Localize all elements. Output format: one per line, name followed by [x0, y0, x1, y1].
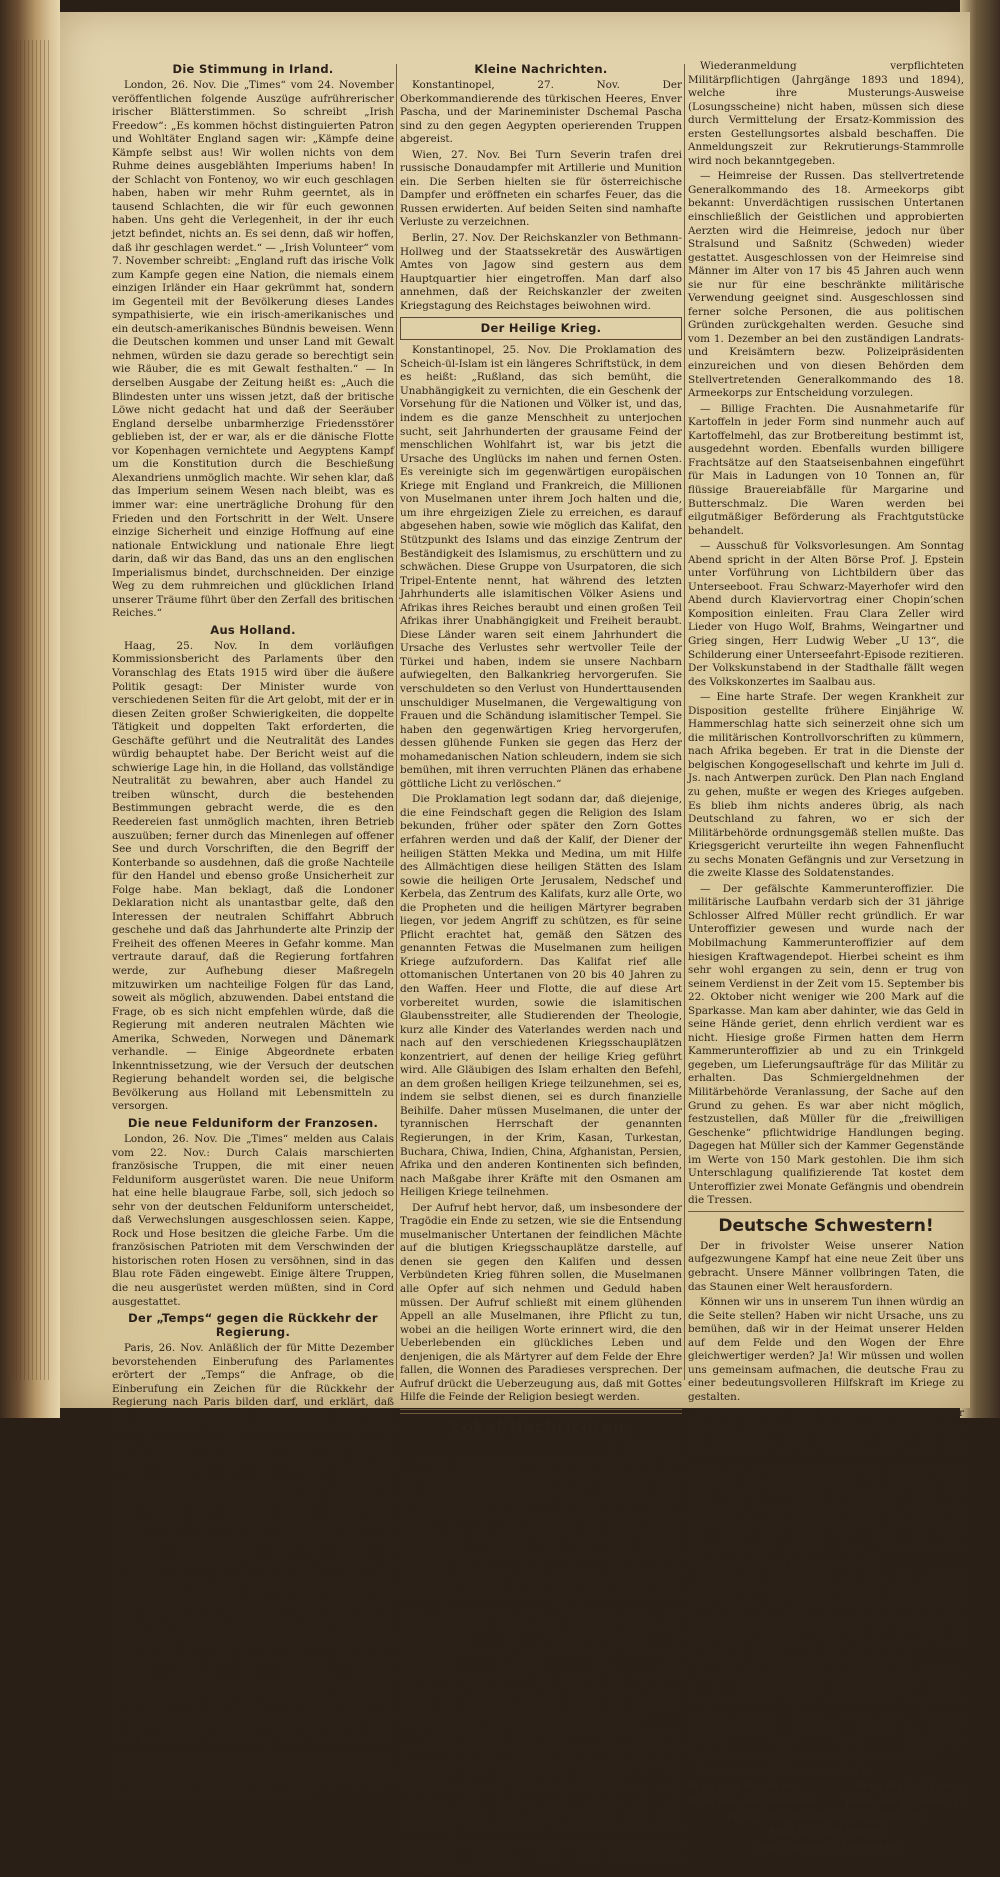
signatures	[688, 1780, 964, 1855]
signatory: Frau Geheime-Kriegsrat Littmann	[726, 1811, 926, 1824]
article-text: London, 26. Nov. Die „Times“ vom 24. November veröffentlichen folgende Auszüge aufrührerischer irischer Blätterstimmen. So schreibt „Irish Freedow“: „Es kommen höchst distinguierten Patron und Wohltäter England sagen wir: „Kämpfe deine Kämpfe selbst aus! Wir wollen nichts von dem Ruhme deines ausgeblähten Imperiums haben! In der Schlacht von Fontenoy, wo wir euch geschlagen haben, haben wir mehr Ruhm geerntet, als in tausend Schlachten, die wir für euch gewonnen haben. Uns geht die Verlegenheit, in der ihr euch jetzt befindet, nichts an. Es sei denn, daß wir hoffen, daß ihr geschlagen werdet.“ — „Irish Volunteer“ vom 7. November schreibt: „England ruft das irische Volk zum Kampfe gegen eine Nation, die niemals einem einzigen Irländer ein Haar gekrümmt hat, sondern im Gegenteil mit der Bevölkerung dieses Landes sympathisierte, wie ein irisch-amerikanisches und ein deutsch-amerikanisches Bündnis beweisen. Wenn die Deutschen kommen und unser Land mit Gewalt nehmen, würden sie dazu gerade so berechtigt sein wie Räuber, die es mit Gewalt festhalten.“ — In derselben Ausgabe der Zeitung heißt es: „Auch die Blindesten unter uns wissen jetzt, daß der britische Löwe nicht gedacht hat und daß der Seeräuber England derselbe unbarmherzige Friedensstörer geblieben ist, der er war, als er die dänische Flotte vor Kopenhagen vernichtete und Aegyptens Kampf um die Konstitution durch die Beschießung Alexandriens unmöglich machte. Wir sehen klar, daß das Imperium seinem Wesen nach bleibt, was es immer war: eine unerträgliche Drohung für den Frieden und den Fortschritt in der Welt. Unsere einzige Sicherheit und einzige Hoffnung auf eine nationale Entwicklung und nationale Ehre liegt darin, daß wir das Band, das uns an den englischen Imperialismus bindet, durchschneiden. Der einzige Weg zu dem ruhmreichen und glücklichen Irland unserer Träume führt über den Zerfall des britischen Reiches.“	[112, 79, 394, 620]
page-edges	[8, 40, 52, 1380]
article-text: Haag, 25. Nov. In dem vorläufigen Kommissionsbericht des Parlaments über den Voranschlag des Etats 1915 wird über die äußere Politik gesagt: Der Minister wurde von verschiedenen Seiten für die Art gelobt, mit der er in diesen Zeiten großer Schwierigkeiten, die doppelte Tätigkeit und doppelten Takt erforderten, die Geschäfte geführt und die Neutralität des Landes würdig behauptet habe. Der Bericht weist auf die schwierige Lage hin, in die Holland, das vollständige Neutralität zu bewahren, aber auch Handel zu treiben wünscht, durch die bestehenden Bestimmungen gebracht werde, die es den Reedereien fast unmöglich machten, ihren Betrieb auszuüben; ferner durch das Minenlegen auf offener See und durch Vorschriften, die den Begriff der Konterbande so ausdehnen, daß die große Nachteile für den Handel und ebenso große Unsicherheit zur Folge habe. Man beklagt, daß die Londoner Deklaration nicht als unantastbar gelte, daß den Interessen der neutralen Schiffahrt Abbruch geschehe und daß das Jahrhunderte alte Prinzip der Freiheit des offenen Meeres in Gefahr komme. Man vertraute darauf, daß die Regierung fortfahren werde, zur Aufhebung dieser Maßregeln mitzuwirken um nachteilige Folgen für das Land, soweit als möglich, abzuwenden. Dabei entstand die Frage, ob es sich nicht empfehlen würde, daß die Regierung mit anderen neutralen Mächten wie Amerika, Schweden, Norwegen und Dänemark verhandle. — Einige Abgeordnete erbaten Inkenntnissetzung, wie der Versuch der deutschen Regierung behandelt worden sei, die belgische Bevölkerung aus Holland mit Lebensmitteln zu versorgen.	[112, 639, 394, 1113]
article-heading: Die Stimmung in Irland.	[172, 62, 334, 76]
news-item: Wien, 27. Nov. Bei Turn Severin trafen drei russische Donaudampfer mit Artillerie und Munition ein. Die Serben hielten sie für österreichische Dampfer und eröffneten ein scharfes Feuer, das die Russen erwiderten. Auf beiden Seiten sind namhafte Verluste zu verzeichnen.	[400, 148, 682, 229]
dateline: Berlin, den 18. November 1914.	[700, 1764, 870, 1777]
article-text: — Anmeldungen zur Rekrutierungs-Stammrolle betr. Die sich hier aufhaltenden jungen Leute, die im kommenden Jahre militärpflichtig werden und nicht innerhalb des Stadtkreises Frankfurt a. M. (einschließlich der eingemeindeten Vororte) 1895 geboren sind, haben sich, sofern sie mit Geburtsscheinen noch nicht versehen sind, diese ungesäumt zu beschaffen. Geburtsscheine werden von den Standesämtern des Geburtsortes kostenfrei ausgestellt. Heimat-, Tauf- oder Impfscheinen genügen nicht. Die vor	[400, 1728, 682, 1876]
article-text: Paris, 26. Nov. Anläßlich der für Mitte Dezember bevorstehenden Einberufung des Parlamentes erörtert der „Temps“ die Anfrage, ob die Einberufung ein Zeichen für die Rückkehr der Regierung nach Paris bilden darf, und erklärt, daß die Bevölkerung der 10 Departements ganz oder teilweise besetzt. Nach der Rückkehr der Regierung nach Paris habe die Hauptstadt wieder ein Ziel für eine noch allzu nahe feindliche Armee sein. Der Tag werde kommen, wo die Feinde genügend zurückgedrängt und damit Paris wieder Hauptstadt werden könne. Inzwischen können die Kammern in Paris tagen. Die Minister, deren Anwesenheit während der Tagung notwendig sei, könnten den Sitzungen beiwohnen und darauf unverzüglich nach Bordeaux zurückkehren. Die in Paris zu erledigenden Aufgaben würden nur kurze Zeit in Anspruch nehmen. Man werde das Parlament um die Genehmigung ersuchen, die Steuern erheben und die Ausgaben bis nächsten Jahres machen zu dürfen. Falls die Regierung Erklärungen abgeben müsse, werde dies nicht in öffentlicher Sitzung geschehen können und sie würden wegen ihres vertraulichen Charakters vor dem Budgetausschuß abgegeben werden müssen. Die Kammern würden voraussichtlich nur abzustimmen haben. Wir können nicht annehmen, sagt das Blatt, daß sie über die vorliegenden Gesetzentwürfe oder Interpellationen in eine öffentliche Debatte eintreten wollen. Paris und Frankreich hoffen, daß sich das Parlament ebenso wie ihm würdig die Stunde erwarten, in der die Regierung in völliger Uebereinstimmung mit den Generalissimus und den verantwortlichen Generalen die Rückkehr für möglich halten wird.	[112, 1342, 394, 1802]
article-heading: Der Heilige Krieg.	[480, 321, 602, 336]
section-divider	[688, 1211, 964, 1212]
article-text: Der Aufruf hebt hervor, daß, um insbesondere der Tragödie ein Ende zu setzen, wie sie die Entsendung muselmanischer Untertanen der feindlichen Mächte auf die blutigen Kriegsschauplätze darstelle, auf denen sie gegen den Kalifen und dessen Verbündeten Krieg führen sollen, die Muselmanen alle Opfer auf sich nehmen und Geduld haben müssen. Der Aufruf schließt mit einem glühenden Appell an alle Muselmanen, ihre Pflicht zu tun, wobei an die heiligen Worte erinnert wird, die den Ueberlebenden ein glückliches Leben und denjenigen, die als Märtyrer auf dem Felde der Ehre fallen, die Wonnen des Paradieses versprechen. Der Aufruf drückt die Ueberzeugung aus, daß mit Gottes Hilfe die Feinde der Religion besiegt werden.	[400, 1201, 682, 1404]
article-heading: Aus Holland.	[210, 622, 296, 637]
signatory: Frau von der Groeben	[688, 1796, 817, 1809]
section-divider	[400, 1409, 682, 1414]
appeal-text: Der Bund für freiwilligen Vaterlandsdienst, Berlin W. 9, Potsdamerplatz, Bellevuestraße 21-22, Postscheckkonto Berlin 20 879, hat sich bereit erklärt, unsere Gaben unter dem Vermerk „Weihnachtsgruß deutscher Frauen an unsere Helden“ und auch schriftliche Zustimmungsäußerungen entgegenzunehmen.	[688, 1667, 964, 1762]
column-rule	[396, 64, 397, 1380]
newspaper-page	[60, 12, 970, 1876]
section-heading: Lokal-Nachrichten.	[450, 1417, 632, 1438]
appeal-text: Denkt ihr, Schwestern, so wie wir, alsdann bekundet dies heute durch eine Tat, indem ihr uns eine Spende als sichtbaren Wahrheitsgruß für unsere unvergleichlichen Kämpfer zu Lande und zu Wasser zugehen laßt! Ueber die Art der Gabe, ob Geld zur Beschaffung des Notwendigen oder Naturalien, habt ihr selbst zu entscheiden.	[688, 1571, 964, 1665]
article-text: — Der gefälschte Kammerunteroffizier. Die militärische Laufbahn verdarb sich der 31 jährige Schlosser Alfred Müller recht gründlich. Er war Unteroffizier gewesen und wurde nach der Mobilmachung Kammerunteroffizier auf dem hiesigen Kraftwagendepot. Hierbei scheint es ihm sehr wohl ergangen zu sein, denn er trug von seinem Verdienst in der Zeit vom 15. September bis 22. Oktober nicht weniger wie 200 Mark auf die Sparkasse. Man kam aber dahinter, wie das Geld in seine Hände geriet, denn ehrlich verdient war es nicht. Hiesige große Firmen hatten dem Herrn Kammerunteroffizier ab und zu ein Trinkgeld gegeben, um Lieferungsaufträge für das Militär zu erhalten. Das Schmiergeldnehmen der Militärbehörde Veranlassung, der Sache auf den Grund zu gehen. Es war aber nicht möglich, festzustellen, daß Müller für die „freiwilligen Geschenke“ pflichtwidrige Handlungen beging. Dagegen hat Müller sich der Kammer Gegenstände im Werte von 150 Mark gestohlen. Die ihm sich Unterschlagung qualifizierende Tat kostet dem Unteroffizier zwei Monate Gefängnis und obendrein die Tressen.	[688, 882, 964, 1207]
signatory: Frau Stabsarzt Rommeler	[750, 1841, 902, 1854]
column-2	[400, 60, 682, 1876]
column-1	[112, 60, 394, 1802]
signatory: Frau Major Framm	[856, 1781, 964, 1794]
appeal-text: Können wir uns in unserem Tun ihnen würdig an die Seite stellen? Haben wir nicht Ursache, uns zu bemühen, daß wir in der Heimat unserer Helden auf dem Felde und den Wogen der Ehre gleichwertiger werden? Ja! Wir müssen und wollen uns gemeinsam aufmachen, die deutsche Frau zu einer bedeutungsvolleren Hilfskraft im Kriege zu gestalten.	[688, 1296, 964, 1403]
article-text: — Ausschuß für Volksvorlesungen. Am Sonntag Abend spricht in der Alten Börse Prof. J. Epstein unter Vorführung von Lichtbildern über das Unterseeboot. Frau Schwarz-Mayerhofer wird den Abend durch Klaviervortrag einer Chopin’schen Komposition einleiten. Frau Clara Zeller wird Lieder von Hugo Wolf, Brahms, Weingartner und Grieg singen, Herr Ludwig Weber „U 13“, die Schilderung einer Unterseefahrt-Episode rezitieren. Der Volkskunstabend in der Stadthalle fällt wegen des Volkskonzertes im Saalbau aus.	[688, 540, 964, 688]
signatory: Frau Dr. Carl Peters	[768, 1826, 884, 1839]
column-rule	[684, 64, 685, 1380]
news-item: Berlin, 27. Nov. Der Reichskanzler von Bethmann-Hollweg und der Staatssekretär des Auswärtigen Amtes von Jagow sind gestern aus dem Hauptquartier hier eingetroffen. Man darf also annehmen, daß der Reichskanzler der zweiten Kriegstagung des Reichstages beiwohnen wird.	[400, 232, 682, 312]
article-text: — Eine harte Strafe. Der wegen Krankheit zur Disposition gestellte frühere Einjährige W. Hammerschlag hatte sich seinerzeit ohne sich um die militärischen Kontrollvorschriften zu kümmern, nach Afrika begeben. Er trat in die Dienste der belgischen Kongogesellschaft und kehrte im Juli d. Js. nach Antwerpen zurück. Den Plan nach England zu gehen, mußte er wegen des Krieges aufgeben. Es blieb ihm nichts anderes übrig, als nach Deutschland zu fahren, wo er sich der Militärbehörde ordnungsgemäß stellen mußte. Das Kriegsgericht verurteilte ihn wegen Fahnenflucht zu sechs Monaten Gefängnis und zur Versetzung in die zweite Klasse des Soldatenstandes.	[688, 691, 964, 880]
article-text: — Die Frankfurter Stadtverordnetenwahlen. Bei außerordentlich mäßiger Beteiligung fanden gestern die Stadtverordnetenwahlen in 17 Bezirken statt. Durchschnittlich übten etwa 20 Prozent der Wähler ihr Wahlrecht aus, gegen 80—90 Prozent in früheren Jahren. Da von allen Parteien ein gegenseitiger Burgfrieden vereinbart war und auch gestern prompt gehalten wurde, hatte man von den üblichen Aufrufen, Umzügen und sonstigen Werbemitteln Abstand genommen. In der Stadt selbst merkte man von dem Wahltage nicht das geringste. Zwei Stunden nach Beendigung des Wahlaktes lag das Gesamtergebnis bereits vor. Gewählt wurden 11 Fortschrittler, 11 Sozialdemokraten, 3 Nationalliberale und 1 Zentrumsmann. Unter den Gewählten befindet sich auch Reichstagsabgeordneter Dr. Quarck, der vor zwei Jahren sein Mandat an die Bürgerlichen verlor. Durch die gestrigen Wahlen bleibt der bisherige Besitzstand der einzelnen Fraktionen gewahrt.	[400, 1455, 682, 1725]
signatory: Frau von Fischern	[688, 1781, 794, 1794]
section-heading: Kleine Nachrichten.	[474, 62, 608, 76]
news-item: Konstantinopel, 27. Nov. Der Oberkommandierende des türkischen Heeres, Enver Pascha, und der Marineminister Dschemal Pascha sind zu den gegen Aegypten operierenden Truppen abgereist.	[400, 79, 682, 146]
headline-box	[400, 317, 682, 340]
article-text: London, 26. Nov. Die „Times“ melden aus Calais vom 22. Nov.: Durch Calais marschierten französische Truppen, die mit einer neuen Felduniform ausgerüstet waren. Die neue Uniform hat eine helle blaugraue Farbe, soll, sich jedoch so sehr von der deutschen Felduniform unterscheidet, daß Verwechslungen ausgeschlossen seien. Kappe, Rock und Hose besitzen die gleiche Farbe. Um die französischen Patrioten mit dem Verschwinden der historischen roten Hosen zu versöhnen, sind in das Blau rote Fäden eingewebt. Einige ältere Truppen, die neu ausgerüstet werden müßten, sind in Cord ausgestattet.	[112, 1133, 394, 1308]
article-text: Konstantinopel, 25. Nov. Die Proklamation des Scheich-ül-Islam ist ein längeres Schriftstück, in dem es heißt: „Rußland, das sich bemüht, die Unabhängigkeit zu vernichten, die ein Geschenk der Vorsehung für die Nationen und Völker ist, und das, indem es die ganze Menschheit zu unterjochen sucht, seit Jahrhunderten der grausame Feind der menschlichen Wohlfahrt ist, war bis jetzt die Ursache des Unglücks im nahen und fernen Osten. Es vereinigte sich im gegenwärtigen europäischen Kriege mit England und Frankreich, die Millionen von Muselmanen unter ihrem Joch halten und die, um ihre ehrgeizigen Ziele zu erreichen, es darauf abgesehen haben, sowie wie möglich das Kalifat, den Stützpunkt des Islams und das einzige Zentrum der Beständigkeit des Islamismus, zu erschüttern und zu schwächen. Diese Gruppe von Usurpatoren, die sich Tripel-Entente nennt, hat während des letzten Jahrhunderts alle islamitischen Völker Asiens und Afrikas ihres Reiches beraubt und einen großen Teil Afrikas ihrer Unabhängigkeit und Freiheit beraubt. Diese Länder waren seit einem Jahrhundert die Ursache des Verlustes sehr wertvoller Teile der Türkei und haben, indem sie unsere Nachbarn aufwiegelten, den Balkankrieg hervorgerufen. Sie verschuldeten so den Verlust von Hunderttausenden unschuldiger Muselmanen, die Vergewaltigung von Frauen und die Schändung islamitischer Tempel. Sie haben den gegenwärtigen Krieg hervorgerufen, dessen glühende Funken sie gegen das Herz der mohamedanischen Nation schleudern, indem sie sich bemühen, mit ihren verruchten Plänen das erhabene göttliche Licht zu verlöschen.“	[400, 344, 682, 790]
article-text: — Billige Frachten. Die Ausnahmetarife für Kartoffeln in jeder Form sind nunmehr auch auf Kartoffelmehl, das zur Brotbereitung bestimmt ist, ausgedehnt worden. Ebenfalls wurden billigere Frachtsätze auf den Staatseisenbahnen eingeführt für Mais in Ladungen von 10 Tonnen an, für flüssige Brauereiabfälle für Margarine und Butterschmalz. Die Waren werden bei eilgutmäßiger Beförderung als Frachtgutstücke behandelt.	[688, 402, 964, 537]
appeal-heading: Deutsche Schwestern!	[718, 1215, 934, 1236]
article-text: — Heimreise der Russen. Das stellvertretende Generalkommando des 18. Armeekorps gibt bekannt: Unverdächtigen russischen Untertanen einschließlich der Geistlichen und approbierten Aerzten wird die Heimreise, jedoch nur über Stralsund und Saßnitz (Schweden) wieder gestattet. Ausgeschlossen von der Heimreise sind Männer im Alter von 17 bis 45 Jahren auch wenn sie nur für eine beschränkte militärische Verwendung geeignet sind. Ausgeschlossen sind ferner solche Personen, die aus politischen Gründen zurückgehalten werden. Gesuche sind vom 1. Dezember an bei den zuständigen Landrats- und Kreisämtern bezw. Polizeipräsidenten einzureichen und von diesen Behörden dem Stellvertretenden Generalkommando des 18. Armeekorps zur Entscheidung vorzulegen.	[688, 170, 964, 400]
article-heading: Die neue Felduniform der Franzosen.	[127, 1116, 379, 1131]
section-date: 27. November.	[605, 1441, 682, 1454]
signatory: Frau von Kaphengst	[845, 1796, 964, 1809]
article-text: Die Proklamation legt sodann dar, daß diejenige, die eine Feindschaft gegen die Religion des Islam bekunden, früher oder später den Zorn Gottes erfahren werden und daß der Kalif, der Diener der heiligen Stätten Mekka und Medina, um mit Hilfe des Allmächtigen diese heiligen Stätten des Islam sowie die heiligen Orte Jerusalem, Nedschef und Kerbela, das Zentrum des Kalifats, kurz alle Orte, wo die Propheten und die heiligen Märtyrer begraben liegen, vor jedem Angriff zu schützen, es für seine Pflicht erachtet hat, gemäß den Sätzen des genannten Fetwas die Muselmanen zum heiligen Kriege aufzufordern. Das Kalifat rief alle ottomanischen Untertanen von 20 bis 40 Jahren zu den Waffen. Heer und Flotte, die auf diese Art vorbereitet wurden, sowie die islamitischen Glaubensstreiter, alle Studierenden der Theologie, kurz alle Kinder des Vaterlandes werden nach und nach auf den verschiedenen Kriegsschauplätzen konzentriert, auf denen der heilige Krieg geführt wird. Alle Gläubigen des Islam erhalten den Befehl, an dem großen heiligen Kriege teilzunehmen, sei es, indem sie selbst dienen, sei es durch finanzielle Beihilfe. Daher müssen Muselmanen, die unter der tyrannischen Herrschaft der genannten Regierungen, in der Krim, Kasan, Turkestan, Buchara, Chiwa, Indien, China, Afghanistan, Persien, Afrika und den anderen Kontinenten sich befinden, nach Maßgabe ihrer Kräfte mit den Osmanen am Heiligen Kriege teilnehmen.	[400, 793, 682, 1199]
appeal-text: Der in frivolster Weise unserer Nation aufgezwungene Kampf hat eine neue Zeit über uns gebracht. Unsere Männer vollbringen Taten, die das Staunen einer Welt herausfordern.	[688, 1239, 964, 1293]
column-3	[688, 60, 964, 1854]
book-spine	[0, 0, 60, 1418]
appeal-text: Können wir auf eure Bereitwilligkeit zu ernster Mitarbeit bei der Organisierung und Ertüchtigung der deutschen Frau rechnen? Wollt ihr uns befunden, daß wir alle uns bereiten sollten, um später auf den uns zukommenden verschiedenen Gebieten des Kriegszustandes, es unseren über alles braven Männern gleichzutun? Daß wir bestimmte von uns bisher unberührt gebliebene Aufgaben als eine freiwillige Dienst fürs Vaterland mit Ernst und Eifer, aber auch mit dem unverrückbaren Gefühl einer übernommenen Pflicht in die Hand nehmen sollten?	[688, 1406, 964, 1568]
article-text: Wiederanmeldung verpflichteten Militärpflichtigen (Jahrgänge 1893 und 1894), welche ihre Musterungs-Ausweise (Losungsscheine) nicht haben, müssen sich diese durch Vermittelung der Ersatz-Kommission des ersten Gestellungsortes alsbald beschaffen. Die Anmeldungszeit zur Rekrutierungs-Stammrolle wird noch bekanntgegeben.	[688, 60, 964, 167]
article-heading: Der „Temps“ gegen die Rückkehr der Regierung.	[128, 1311, 378, 1340]
